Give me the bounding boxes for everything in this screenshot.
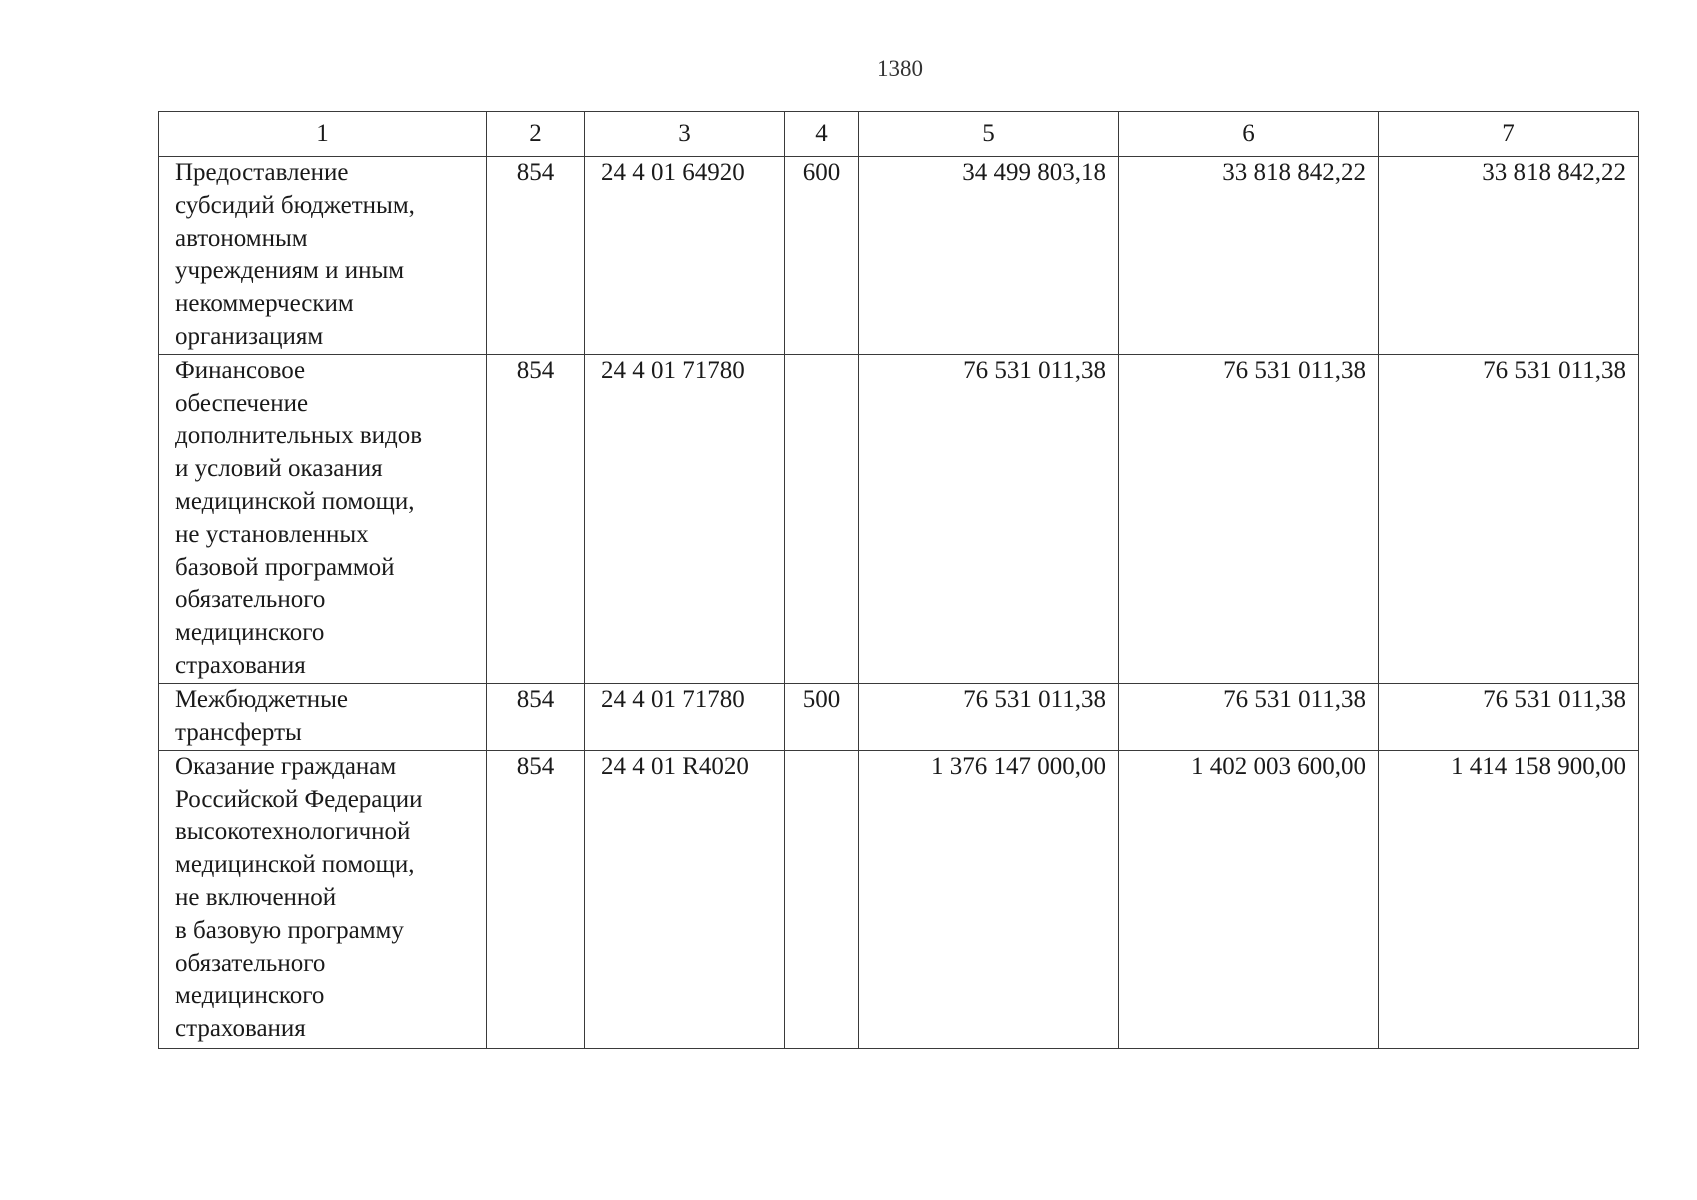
row-description: Межбюджетные трансферты bbox=[159, 683, 487, 750]
column-header-4: 4 bbox=[785, 112, 859, 157]
row-expense-type bbox=[785, 354, 859, 683]
page-number: 1380 bbox=[877, 56, 923, 81]
row-amount-5: 1 376 147 000,00 bbox=[859, 750, 1119, 1048]
row-amount-7: 76 531 011,38 bbox=[1379, 354, 1639, 683]
row-description: Предоставление субсидий бюджетным, автономным учреждениям и иным некоммерческим организациям bbox=[159, 157, 487, 355]
table-row bbox=[159, 750, 1639, 1048]
table-header-row bbox=[159, 112, 1639, 157]
row-target-code: 24 4 01 71780 bbox=[585, 354, 785, 683]
row-expense-type: 500 bbox=[785, 683, 859, 750]
column-header-3: 3 bbox=[585, 112, 785, 157]
column-header-5: 5 bbox=[859, 112, 1119, 157]
row-amount-7: 33 818 842,22 bbox=[1379, 157, 1639, 355]
column-header-6: 6 bbox=[1119, 112, 1379, 157]
row-admin-code: 854 bbox=[487, 750, 585, 1048]
row-expense-type bbox=[785, 750, 859, 1048]
row-amount-6: 76 531 011,38 bbox=[1119, 354, 1379, 683]
row-description: Оказание гражданам Российской Федерации высокотехнологичной медицинской помощи, не включенной в базовую программу обязательного медицинского страхования bbox=[159, 750, 487, 1048]
column-header-1: 1 bbox=[159, 112, 487, 157]
row-amount-5: 76 531 011,38 bbox=[859, 354, 1119, 683]
row-amount-6: 76 531 011,38 bbox=[1119, 683, 1379, 750]
row-amount-6: 33 818 842,22 bbox=[1119, 157, 1379, 355]
table-row bbox=[159, 157, 1639, 355]
row-target-code: 24 4 01 64920 bbox=[585, 157, 785, 355]
row-admin-code: 854 bbox=[487, 354, 585, 683]
budget-table bbox=[158, 111, 1639, 1049]
row-amount-5: 34 499 803,18 bbox=[859, 157, 1119, 355]
row-amount-7: 1 414 158 900,00 bbox=[1379, 750, 1639, 1048]
table-row bbox=[159, 683, 1639, 750]
row-amount-6: 1 402 003 600,00 bbox=[1119, 750, 1379, 1048]
row-target-code: 24 4 01 R4020 bbox=[585, 750, 785, 1048]
row-admin-code: 854 bbox=[487, 683, 585, 750]
row-expense-type: 600 bbox=[785, 157, 859, 355]
row-amount-7: 76 531 011,38 bbox=[1379, 683, 1639, 750]
column-header-2: 2 bbox=[487, 112, 585, 157]
row-target-code: 24 4 01 71780 bbox=[585, 683, 785, 750]
table-row bbox=[159, 354, 1639, 683]
row-description: Финансовое обеспечение дополнительных видов и условий оказания медицинской помощи, не установленных базовой программой обязательного медицинского страхования bbox=[159, 354, 487, 683]
row-admin-code: 854 bbox=[487, 157, 585, 355]
row-amount-5: 76 531 011,38 bbox=[859, 683, 1119, 750]
column-header-7: 7 bbox=[1379, 112, 1639, 157]
